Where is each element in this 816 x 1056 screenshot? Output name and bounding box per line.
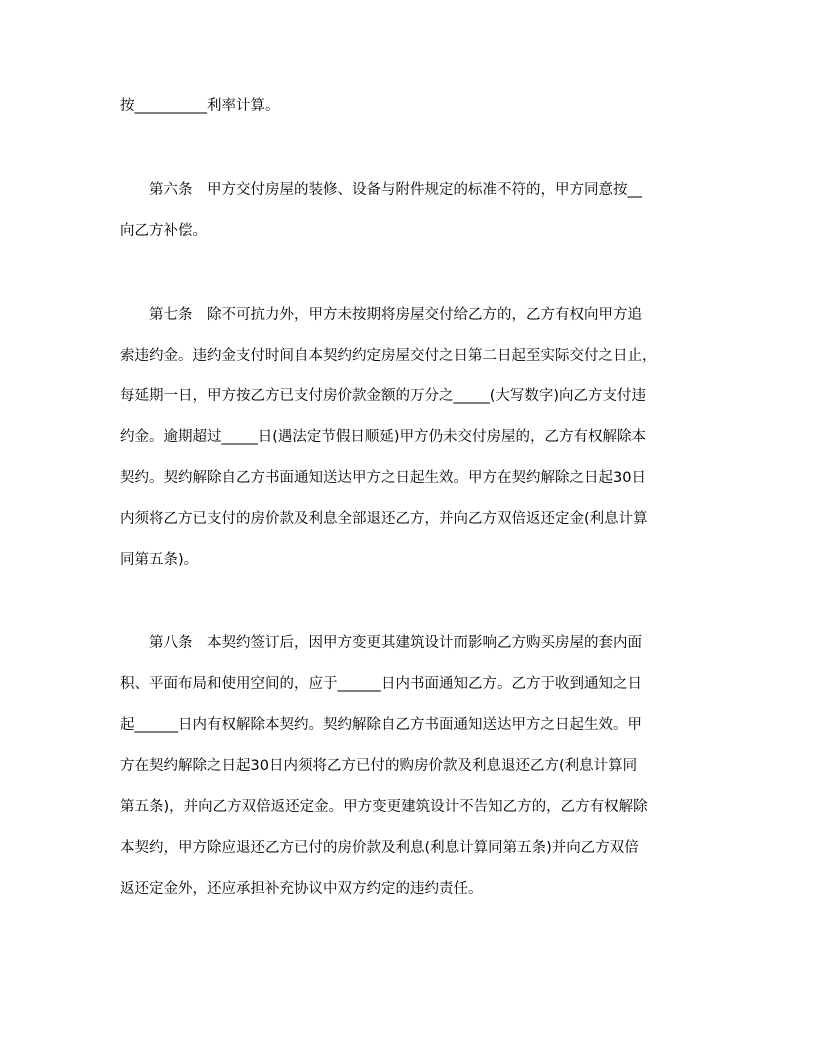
- text-line: 按__________利率计算。: [120, 98, 280, 114]
- article-7-heading-line: 第七条 除不可抗力外，甲方未按期将房屋交付给乙方的，乙方有权向甲方追: [120, 307, 642, 323]
- text-line: 内须将乙方已支付的房价款及利息全部退还乙方，并向乙方双倍返还定金(利息计算: [120, 511, 648, 527]
- text-line: 第五条)，并向乙方双倍返还定金。甲方变更建筑设计不告知乙方的，乙方有权解除: [120, 799, 648, 815]
- text-line: 索违约金。违约金支付时间自本契约约定房屋交付之日第二日起至实际交付之日止，: [120, 348, 657, 364]
- text-line: 返还定金外，还应承担补充协议中双方约定的违约责任。: [120, 881, 483, 897]
- text-line: 方在契约解除之日起30日内须将乙方已付的购房价款及利息退还乙方(利息计算同: [120, 758, 638, 774]
- text-line: 向乙方补偿。: [120, 223, 207, 239]
- text-line: 契约。契约解除自乙方书面通知送达甲方之日起生效。甲方在契约解除之日起30日: [120, 470, 646, 486]
- text-line: 本契约，甲方除应退还乙方已付的房价款及利息(利息计算同第五条)并向乙方双倍: [120, 840, 639, 856]
- text-line: 起______日内有权解除本契约。契约解除自乙方书面通知送达甲方之日起生效。甲: [120, 717, 642, 733]
- text-line: 同第五条)。: [120, 552, 199, 568]
- article-8-heading-line: 第八条 本契约签订后，因甲方变更其建筑设计而影响乙方购买房屋的套内面: [120, 635, 642, 651]
- text-line: 每延期一日，甲方按乙方已支付房价款金额的万分之_____(大写数字)向乙方支付违: [120, 388, 647, 404]
- text-line: 约金。逾期超过_____日(遇法定节假日顺延)甲方仍未交付房屋的，乙方有权解除本: [120, 429, 647, 445]
- article-6-heading-line: 第六条 甲方交付房屋的装修、设备与附件规定的标准不符的，甲方同意按__: [120, 182, 642, 198]
- text-line: 积、平面布局和使用空间的，应于______日内书面通知乙方。乙方于收到通知之日: [120, 676, 642, 692]
